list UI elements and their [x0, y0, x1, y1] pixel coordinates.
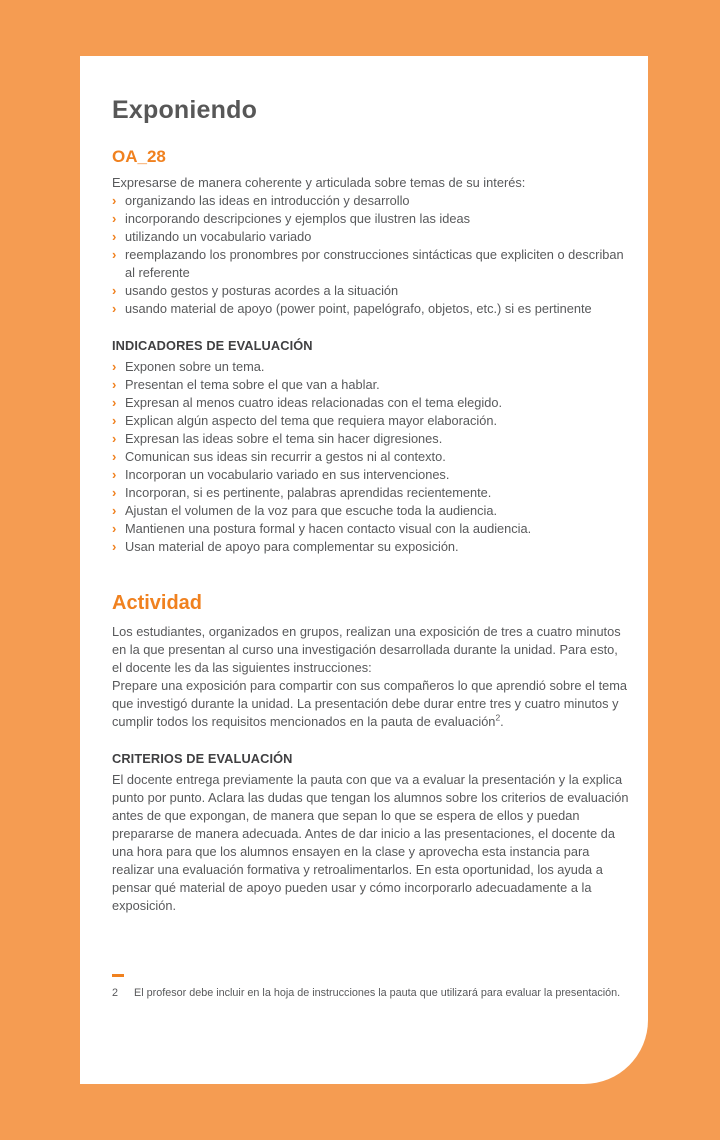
criterios-body: El docente entrega previamente la pauta con que va a evaluar la presentación y la explica punto por punto. Aclara las dudas que tengan los alumnos sobre los criterios de evaluación antes de que expongan, de manera que sepan lo que se espera de ellos y puedan prepararse de manera adecuada. Antes de dar inicio a las presentaciones, el docente da una hora para que los alumnos ensayen en la clase y aprovecha esta instancia para realizar una evaluación formativa y retroalimentarlos. En esta oportunidad, los ayuda a pensar qué material de apoyo pueden usar y cómo incorporarlo adecuadamente a la exposición.	[112, 772, 629, 913]
list-item	[112, 228, 630, 246]
chevron-bullet-icon: ›	[112, 193, 117, 208]
criterios-heading: CRITERIOS DE EVALUACIÓN	[112, 751, 293, 766]
list-item	[112, 394, 630, 412]
list-item	[112, 538, 630, 556]
footnote-reference: 2	[495, 712, 501, 723]
list-item	[112, 430, 630, 448]
actividad-paragraph-2	[112, 677, 630, 731]
list-item-text: incorporando descripciones y ejemplos que ilustren las ideas	[125, 211, 470, 226]
chevron-bullet-icon: ›	[112, 247, 117, 262]
list-item	[112, 412, 630, 430]
list-item-text: utilizando un vocabulario variado	[125, 229, 312, 244]
list-item-text: Expresan al menos cuatro ideas relacionadas con el tema elegido.	[125, 395, 503, 410]
list-item	[112, 246, 630, 282]
footnote-number: 2	[112, 987, 119, 999]
list-item	[112, 210, 630, 228]
list-item-text: Exponen sobre un tema.	[125, 359, 265, 374]
actividad-heading: Actividad	[112, 592, 203, 614]
footnote-row	[112, 986, 628, 1000]
list-item	[112, 484, 630, 502]
list-item-text: usando material de apoyo (power point, papelógrafo, objetos, etc.) si es pertinente	[125, 301, 592, 316]
list-item	[112, 300, 630, 318]
list-item	[112, 358, 630, 376]
chevron-bullet-icon: ›	[112, 449, 117, 464]
indicadores-list	[112, 358, 630, 556]
chevron-bullet-icon: ›	[112, 485, 117, 500]
list-item	[112, 448, 630, 466]
list-item-text: usando gestos y posturas acordes a la situación	[125, 283, 399, 298]
list-item-text: Incorporan un vocabulario variado en sus intervenciones.	[125, 467, 450, 482]
oa28-heading: OA_28	[112, 147, 166, 166]
content-card	[80, 56, 648, 1084]
footnote-text: El profesor debe incluir en la hoja de instrucciones la pauta que utilizará para evaluar la presentación.	[134, 987, 621, 999]
list-item-text: Incorporan, si es pertinente, palabras aprendidas recientemente.	[125, 485, 492, 500]
chevron-bullet-icon: ›	[112, 413, 117, 428]
footnote-divider	[112, 974, 124, 977]
list-item	[112, 502, 630, 520]
chevron-bullet-icon: ›	[112, 503, 117, 518]
list-item-text: Expresan las ideas sobre el tema sin hacer digresiones.	[125, 431, 443, 446]
list-item	[112, 466, 630, 484]
list-item-text: Ajustan el volumen de la voz para que escuche toda la audiencia.	[125, 503, 498, 518]
chevron-bullet-icon: ›	[112, 431, 117, 446]
list-item	[112, 520, 630, 538]
list-item-text: Comunican sus ideas sin recurrir a gestos ni al contexto.	[125, 449, 446, 464]
document-content	[80, 56, 648, 915]
chevron-bullet-icon: ›	[112, 539, 117, 554]
chevron-bullet-icon: ›	[112, 359, 117, 374]
list-item	[112, 192, 630, 210]
chevron-bullet-icon: ›	[112, 395, 117, 410]
list-item-text: reemplazando los pronombres por construcciones sintácticas que expliciten o describan al referente	[125, 247, 624, 280]
list-item-text: Mantienen una postura formal y hacen contacto visual con la audiencia.	[125, 521, 532, 536]
oa28-list	[112, 192, 630, 318]
chevron-bullet-icon: ›	[112, 211, 117, 226]
actividad-paragraph-2-text: Prepare una exposición para compartir con sus compañeros lo que aprendió sobre el tema que investigó durante la unidad. La presentación debe durar entre tres y cuatro minutos y cumplir todos los requisitos mencionados en la pauta de evaluación	[112, 678, 628, 729]
list-item-text: Usan material de apoyo para complementar su exposición.	[125, 539, 459, 554]
chevron-bullet-icon: ›	[112, 301, 117, 316]
list-item	[112, 282, 630, 300]
chevron-bullet-icon: ›	[112, 521, 117, 536]
indicadores-heading: INDICADORES DE EVALUACIÓN	[112, 338, 313, 353]
list-item-text: Presentan el tema sobre el que van a hablar.	[125, 377, 380, 392]
chevron-bullet-icon: ›	[112, 377, 117, 392]
chevron-bullet-icon: ›	[112, 467, 117, 482]
actividad-paragraph-2-period: .	[500, 714, 504, 729]
list-item-text: organizando las ideas en introducción y desarrollo	[125, 193, 410, 208]
page-title: Exponiendo	[112, 96, 258, 124]
list-item	[112, 376, 630, 394]
chevron-bullet-icon: ›	[112, 229, 117, 244]
actividad-paragraph-1: Los estudiantes, organizados en grupos, realizan una exposición de tres a cuatro minutos en la que presentan al curso una investigación desarrollada durante la unidad. Para esto, el docente les da las siguientes instrucciones:	[112, 624, 621, 675]
list-item-text: Explican algún aspecto del tema que requiera mayor elaboración.	[125, 413, 498, 428]
footnote	[112, 974, 628, 1000]
chevron-bullet-icon: ›	[112, 283, 117, 298]
oa28-intro: Expresarse de manera coherente y articulada sobre temas de su interés:	[112, 175, 526, 190]
